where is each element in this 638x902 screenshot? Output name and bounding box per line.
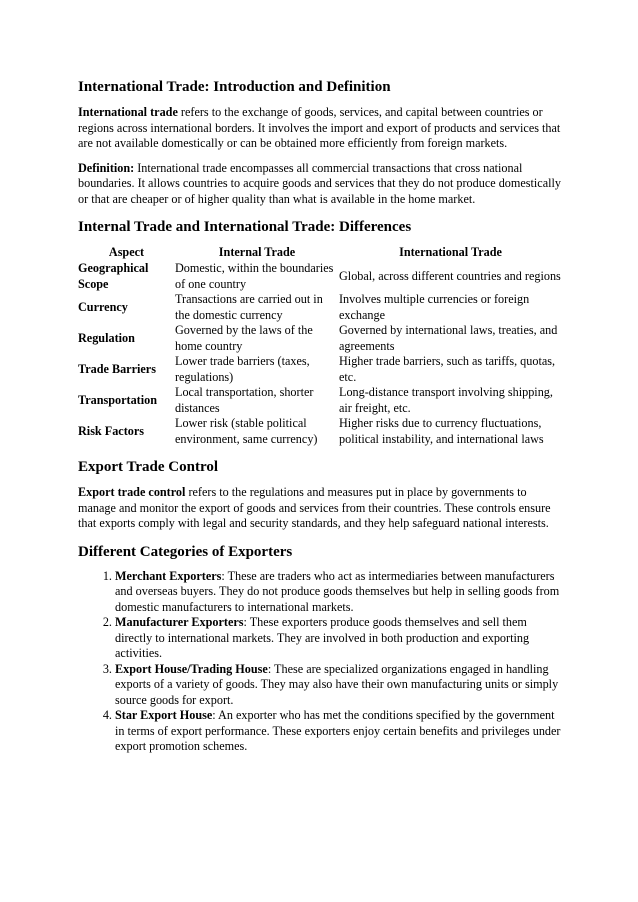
intro-heading: International Trade: Introduction and Definition [78,79,391,95]
list-item [115,615,562,662]
definition-text: International trade encompasses all commercial transactions that cross national boundaries. It allows countries to acquire goods and services that they do not produce domestically or that are cheaper or of higher quality than what is available in the home market. [78,160,561,206]
row-internal: Lower trade barriers (taxes, regulations) [175,354,310,384]
row-aspect: Geographical Scope [78,261,149,291]
exporter-description: : These exporters produce goods themselves and sell them directly to international markets. They are involved in both production and exporting activities. [115,615,530,660]
intro-paragraph [78,105,562,152]
intro-term: International trade [78,105,178,119]
exporter-type: Manufacturer Exporters [115,615,244,629]
differences-table [78,245,562,447]
exporter-type: Merchant Exporters [115,568,222,583]
row-international: Higher risks due to currency fluctuations, political instability, and international laws [339,416,544,446]
row-international: Global, across different countries and regions [339,268,561,283]
export-control-heading: Export Trade Control [78,459,219,475]
row-aspect: Trade Barriers [78,361,156,376]
row-international: Involves multiple currencies or foreign exchange [339,292,530,322]
table-row [78,416,562,447]
row-internal: Governed by the laws of the home country [175,323,313,353]
row-aspect: Currency [78,299,128,314]
exporter-description: : These are specialized organizations engaged in handling exports of a variety of goods. They may also have their own manufacturing units or simply source goods for export. [115,661,559,707]
exporter-type: Export House/Trading House [115,661,268,676]
exporter-description: : An exporter who has met the conditions specified by the government in terms of export performance. These exporters enjoy certain benefits and privileges under export promotion schemes. [115,708,561,753]
exporter-type: Star Export House [115,708,213,722]
list-item [115,708,562,755]
table-row [78,385,562,416]
header-aspect: Aspect [108,245,145,260]
row-international: Long-distance transport involving shipping, air freight, etc. [339,385,553,415]
row-internal: Domestic, within the boundaries of one country [175,261,334,291]
row-international: Higher trade barriers, such as tariffs, quotas, etc. [339,354,556,384]
row-aspect: Transportation [78,392,157,407]
row-internal: Transactions are carried out in the domestic currency [175,292,323,322]
table-header-row [78,245,562,261]
header-internal-trade: Internal Trade [218,245,296,260]
table-row [78,323,562,354]
row-internal: Lower risk (stable political environment, same currency) [175,416,318,446]
row-aspect: Regulation [78,330,135,345]
intro-text: refers to the exchange of goods, services, and capital between countries or regions across international borders. It involves the import and export of products and services that are not available domestically or can be obtained more efficiently from foreign markets. [78,105,561,150]
export-control-text: refers to the regulations and measures put in place by governments to manage and monitor the export of goods and services from their countries. These controls ensure that exports comply with legal and security standards, and they help safeguard national interests. [78,485,551,530]
definition-paragraph [78,161,562,208]
row-international: Governed by international laws, treaties, and agreements [339,323,558,353]
differences-heading: Internal Trade and International Trade: Differences [78,219,412,235]
exporters-list [78,569,562,755]
table-row [78,292,562,323]
table-row [78,354,562,385]
definition-term: Definition: [78,160,135,175]
exporter-description: : These are traders who act as intermediaries between manufacturers and overseas buyers. They do not produce goods themselves but help in selling goods from domestic manufacturers to international markets. [115,568,560,614]
row-aspect: Risk Factors [78,423,145,438]
header-international-trade: International Trade [399,245,502,260]
export-control-term: Export trade control [78,485,186,499]
table-row [78,261,562,292]
list-item [115,662,562,709]
list-item [115,569,562,616]
export-control-paragraph [78,485,562,532]
document-page [78,78,562,755]
row-internal: Local transportation, shorter distances [175,385,314,415]
exporters-heading: Different Categories of Exporters [78,543,293,560]
